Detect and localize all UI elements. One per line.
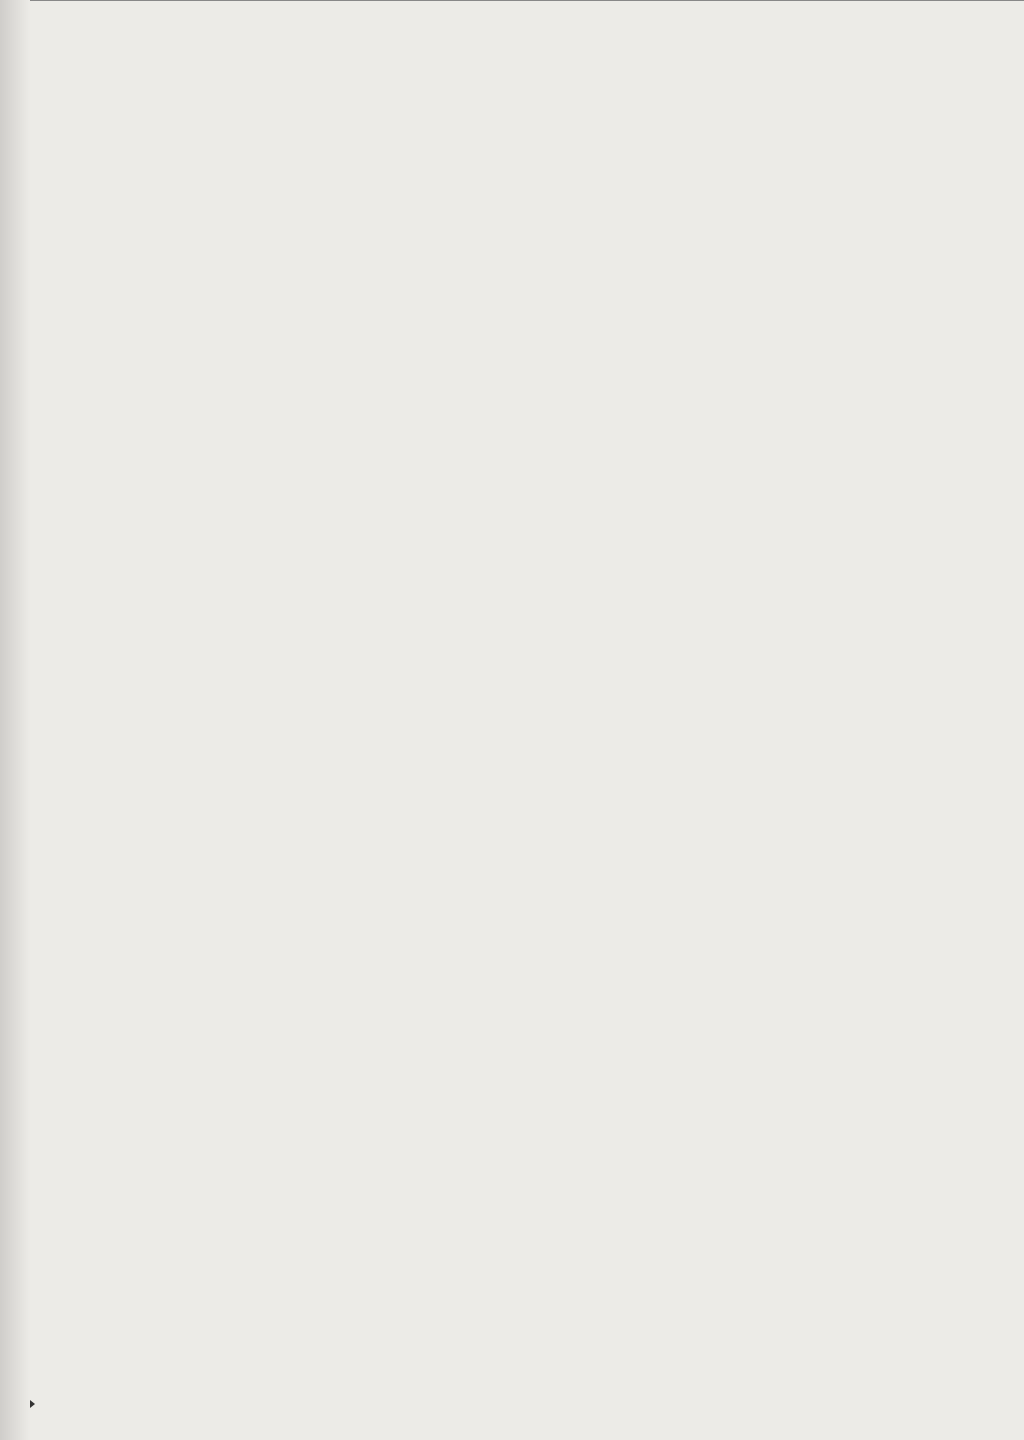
page-body	[90, 0, 935, 38]
scan-marker-icon	[30, 1400, 35, 1408]
scan-left-edge	[0, 0, 30, 1440]
